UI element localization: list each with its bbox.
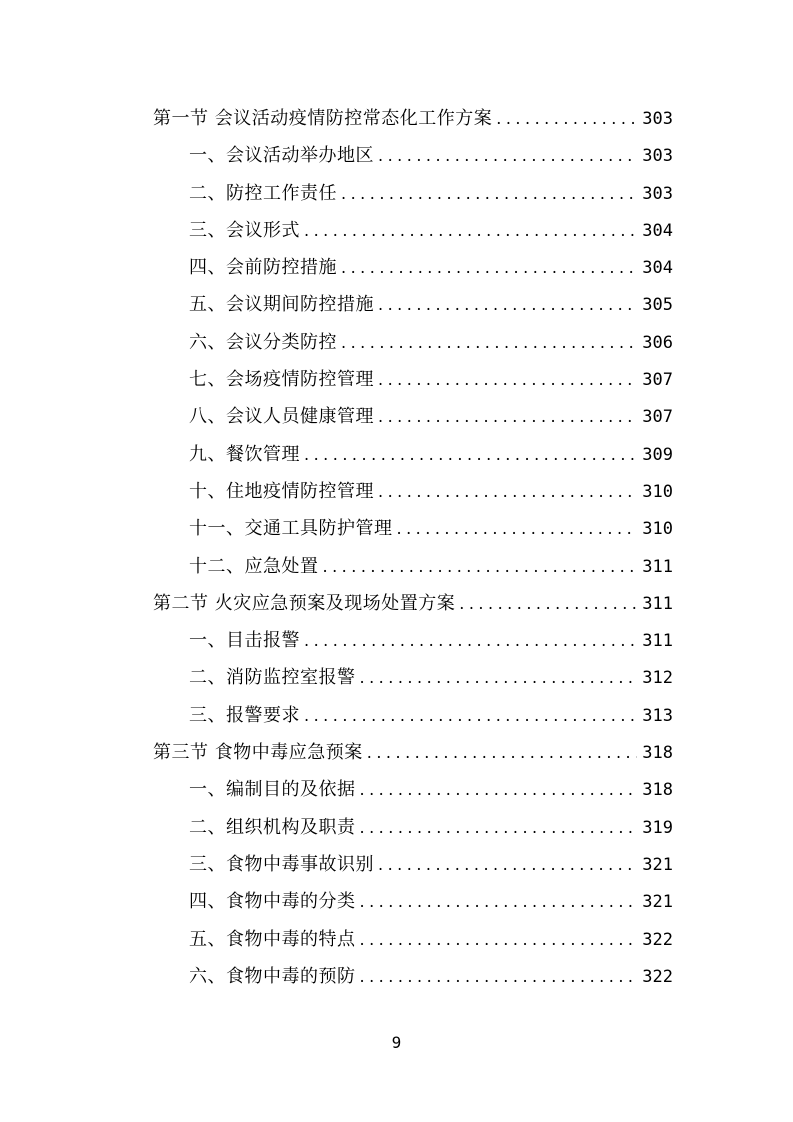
toc-entry-title: 四、会前防控措施 [189,257,337,279]
toc-entry-page: 311 [642,631,673,652]
toc-dot-leader [378,846,637,883]
toc-entry[interactable] [153,809,673,846]
toc-entry[interactable] [153,249,673,286]
toc-entry[interactable] [153,622,673,659]
toc-entry-page: 321 [642,892,673,913]
toc-entry[interactable] [153,958,673,995]
toc-entry-title: 二、消防监控室报警 [189,667,356,689]
page-number: 9 [391,1033,402,1052]
toc-entry-page: 319 [642,817,673,838]
toc-entry[interactable] [153,771,673,808]
toc-entry-page: 321 [642,854,673,875]
toc-entry-page: 307 [642,370,673,391]
toc-dot-leader [304,436,637,473]
toc-entry-page: 310 [642,519,673,540]
toc-entry-title: 一、编制目的及依据 [189,779,356,801]
toc-dot-leader [341,249,637,286]
toc-entry-title: 五、会议期间防控措施 [189,294,374,316]
toc-entry[interactable] [153,175,673,212]
toc-entry-title: 二、防控工作责任 [189,182,337,204]
toc-entry-title: 八、会议人员健康管理 [189,406,374,428]
toc-entry[interactable] [153,883,673,920]
toc-entry[interactable] [153,436,673,473]
toc-entry-title: 五、食物中毒的特点 [189,928,356,950]
toc-entry[interactable] [153,398,673,435]
toc-entry[interactable] [153,659,673,696]
toc-entry-section-1[interactable] [153,100,673,137]
toc-entry-page: 311 [642,556,673,577]
toc-entry-title: 十、住地疫情防控管理 [189,480,374,502]
toc-dot-leader [360,659,638,696]
toc-entry-page: 312 [642,668,673,689]
toc-entry[interactable] [153,137,673,174]
toc-entry[interactable] [153,921,673,958]
toc-entry-title: 九、餐饮管理 [189,443,300,465]
toc-dot-leader [496,100,637,137]
toc-dot-leader [360,809,638,846]
toc-entry-title: 第二节 火灾应急预案及现场处置方案 [153,592,456,614]
toc-entry[interactable] [153,846,673,883]
toc-entry[interactable] [153,697,673,734]
toc-entry-page: 304 [642,258,673,279]
toc-entry-title: 十一、交通工具防护管理 [189,518,393,540]
toc-entry-title: 第一节 会议活动疫情防控常态化工作方案 [153,108,493,129]
toc-entry-section-3[interactable] [153,734,673,771]
toc-dot-leader [341,175,637,212]
toc-entry[interactable] [153,361,673,398]
toc-dot-leader [323,548,638,585]
toc-entry-title: 四、食物中毒的分类 [189,891,356,913]
toc-entry-title: 十二、应急处置 [189,555,319,577]
toc-dot-leader [459,585,637,622]
toc-entry-title: 三、会议形式 [189,219,300,241]
toc-entry-page: 311 [642,593,673,614]
toc-entry[interactable] [153,473,673,510]
toc-dot-leader [378,286,637,323]
toc-entry-page: 322 [642,929,673,950]
toc-entry-title: 六、食物中毒的预防 [189,965,356,987]
toc-dot-leader [378,398,637,435]
toc-entry[interactable] [153,510,673,547]
toc-entry-title: 六、会议分类防控 [189,331,337,353]
toc-entry-page: 310 [642,481,673,502]
toc-entry-page: 318 [642,780,673,801]
toc-dot-leader [304,622,637,659]
toc-entry-page: 304 [642,220,673,241]
toc-entry-title: 七、会场疫情防控管理 [189,369,374,391]
toc-entry-page: 322 [642,966,673,987]
toc-dot-leader [341,324,637,361]
toc-entry-title: 一、目击报警 [189,630,300,652]
toc-dot-leader [378,473,637,510]
toc-entry-page: 313 [642,705,673,726]
toc-dot-leader [397,510,638,547]
toc-entry-page: 303 [642,146,673,167]
toc-entry-title: 三、食物中毒事故识别 [189,853,374,875]
toc-entry-section-2[interactable] [153,585,673,622]
toc-entry-page: 306 [642,332,673,353]
toc-entry-page: 307 [642,407,673,428]
toc-entry[interactable] [153,324,673,361]
toc-entry-title: 二、组织机构及职责 [189,816,356,838]
toc-dot-leader [360,883,638,920]
table-of-contents [153,100,673,995]
toc-dot-leader [360,771,638,808]
toc-dot-leader [304,212,637,249]
toc-dot-leader [378,137,637,174]
toc-entry-page: 305 [642,295,673,316]
toc-entry-title: 一、会议活动举办地区 [189,145,374,167]
toc-dot-leader [360,958,638,995]
toc-entry-title: 三、报警要求 [189,704,300,726]
toc-dot-leader [378,361,637,398]
toc-entry[interactable] [153,548,673,585]
toc-entry[interactable] [153,286,673,323]
toc-entry-page: 303 [642,183,673,204]
toc-entry[interactable] [153,212,673,249]
toc-entry-page: 303 [642,109,673,129]
toc-entry-title: 第三节 食物中毒应急预案 [153,742,363,764]
toc-entry-page: 309 [642,444,673,465]
toc-dot-leader [304,697,637,734]
toc-dot-leader [360,921,638,958]
toc-entry-page: 318 [642,743,673,764]
toc-dot-leader [367,734,637,771]
